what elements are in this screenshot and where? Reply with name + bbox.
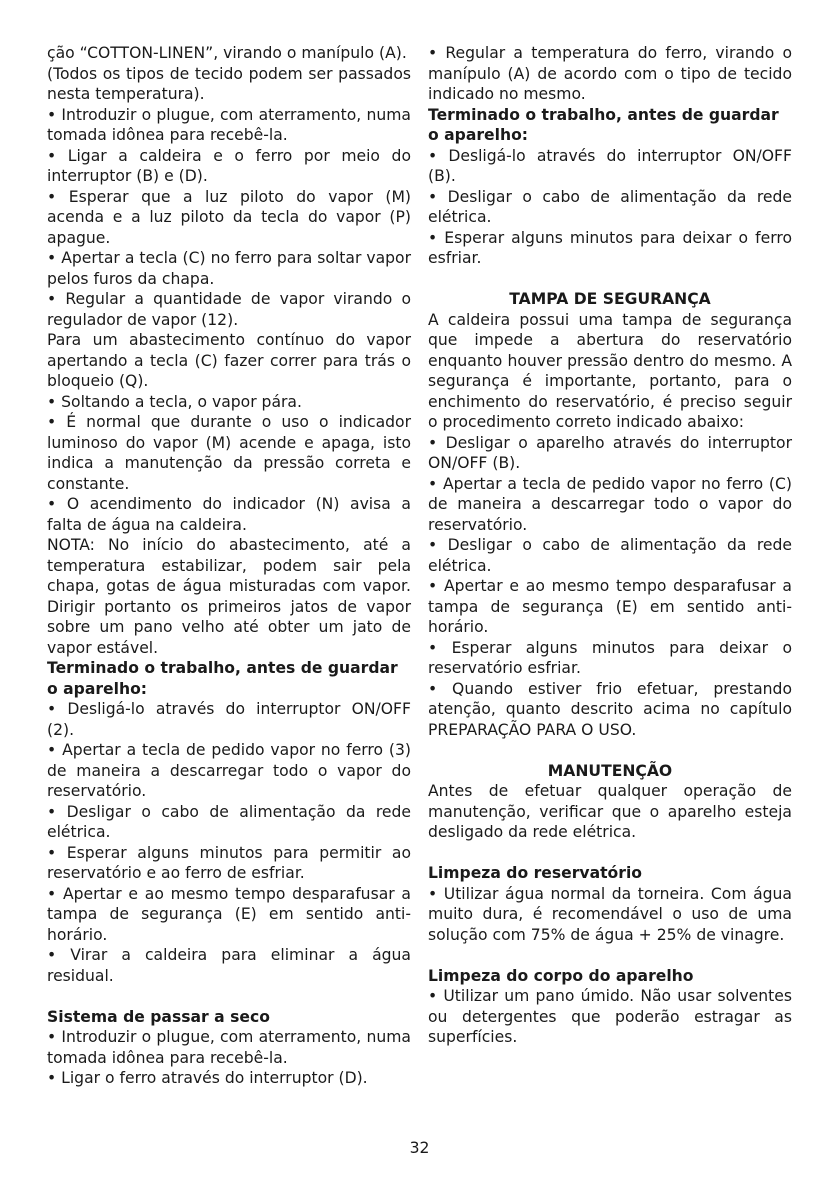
paragraph: (Todos os tipos de tecido podem ser passados nesta temperatura). — [47, 64, 411, 103]
section-heading: Limpeza do corpo do aparelho — [428, 966, 694, 985]
paragraph: • Apertar a tecla (C) no ferro para soltar vapor pelos furos da chapa. — [47, 249, 411, 288]
paragraph: A caldeira possui uma tampa de segurança que impede a abertura do reservatório enquanto houver pressão dentro do mesmo. A segurança é importante, portanto, para o enchimento do reservatório, é preciso seguir o procedimento correto indicado abaixo: — [428, 310, 792, 431]
section-heading: Terminado o trabalho, antes de guardar o aparelho: — [428, 105, 779, 144]
paragraph: • Soltando a tecla, o vapor pára. — [47, 392, 302, 411]
paragraph-spacer — [47, 986, 411, 1007]
paragraph: • Apertar a tecla de pedido vapor no ferro (C) de maneira a descarregar todo o vapor do reservatório. — [428, 474, 792, 534]
paragraph: • Utilizar um pano úmido. Não usar solventes ou detergentes que poderão estragar as superfícies. — [428, 987, 792, 1046]
paragraph: Antes de efetuar qualquer operação de manutenção, verificar que o aparelho esteja desligado da rede elétrica. — [428, 782, 792, 841]
left-column — [47, 43, 411, 1089]
paragraph: • Ligar a caldeira e o ferro por meio do interruptor (B) e (D). — [47, 146, 411, 185]
section-heading: Limpeza do reservatório — [428, 864, 643, 882]
section-title: TAMPA DE SEGURANÇA — [509, 290, 711, 308]
paragraph: • Esperar alguns minutos para deixar o reservatório esfriar. — [428, 638, 792, 677]
paragraph: • Apertar e ao mesmo tempo desparafusar a tampa de segurança (E) em sentido anti-horário. — [47, 884, 411, 944]
paragraph: Para um abastecimento contínuo do vapor apertando a tecla (C) fazer correr para trás o bloqueio (Q). — [47, 331, 411, 390]
paragraph: • Regular a temperatura do ferro, virando o manípulo (A) de acordo com o tipo de tecido indicado no mesmo. — [428, 44, 792, 103]
paragraph: • Regular a quantidade de vapor virando o regulador de vapor (12). — [47, 290, 411, 329]
paragraph: • Esperar alguns minutos para permitir ao reservatório e ao ferro de esfriar. — [47, 843, 411, 882]
paragraph-spacer — [428, 945, 792, 966]
paragraph: • Ligar o ferro através do interruptor (D). — [47, 1069, 368, 1087]
paragraph: ção “COTTON-LINEN”, virando o manípulo (A). — [47, 44, 407, 62]
paragraph: • Utilizar água normal da torneira. Com água muito dura, é recomendável o uso de uma solução com 75% de água + 25% de vinagre. — [428, 884, 792, 944]
paragraph: • Esperar que a luz piloto do vapor (M) acenda e a luz piloto da tecla do vapor (P) apague. — [47, 187, 411, 247]
paragraph: • Desligar o cabo de alimentação da rede elétrica. — [47, 802, 411, 841]
section-heading: Terminado o trabalho, antes de guardar o aparelho: — [47, 659, 398, 698]
right-column — [428, 43, 792, 1048]
paragraph: • Desligar o aparelho através do interruptor ON/OFF (B). — [428, 433, 792, 472]
paragraph-spacer — [428, 269, 792, 290]
paragraph: • Introduzir o plugue, com aterramento, numa tomada idônea para recebê-la. — [47, 105, 411, 144]
paragraph-spacer — [428, 843, 792, 864]
paragraph: • Esperar alguns minutos para deixar o ferro esfriar. — [428, 228, 792, 267]
page-number: 32 — [409, 1139, 430, 1157]
paragraph-spacer — [428, 740, 792, 761]
paragraph: • Introduzir o plugue, com aterramento, numa tomada idônea para recebê-la. — [47, 1028, 411, 1067]
paragraph: • Virar a caldeira para eliminar a água residual. — [47, 946, 411, 985]
paragraph: • É normal que durante o uso o indicador luminoso do vapor (M) acende e apaga, isto indica a manutenção da pressão correta e constante. — [47, 413, 411, 493]
paragraph: • Desligá-lo através do interruptor ON/OFF (B). — [428, 146, 792, 185]
section-title: MANUTENÇÃO — [547, 761, 673, 780]
paragraph: • Desligar o cabo de alimentação da rede elétrica. — [428, 536, 792, 575]
paragraph: • Quando estiver frio efetuar, prestando atenção, quanto descrito acima no capítulo PREPARAÇÃO PARA O USO. — [428, 679, 792, 739]
section-heading: Sistema de passar a seco — [47, 1007, 270, 1026]
paragraph: NOTA: No início do abastecimento, até a temperatura estabilizar, podem sair pela chapa, gotas de água misturadas com vapor. Dirigir portanto os primeiros jatos de vapor sobre um pano velho até obter um jato de vapor estável. — [47, 536, 411, 657]
paragraph: • O acendimento do indicador (N) avisa a falta de água na caldeira. — [47, 495, 411, 534]
paragraph: • Apertar e ao mesmo tempo desparafusar a tampa de segurança (E) em sentido anti-horário. — [428, 577, 792, 636]
paragraph: • Apertar a tecla de pedido vapor no ferro (3) de maneira a descarregar todo o vapor do reservatório. — [47, 741, 411, 800]
paragraph: • Desligá-lo através do interruptor ON/OFF (2). — [47, 700, 411, 739]
paragraph: • Desligar o cabo de alimentação da rede elétrica. — [428, 187, 792, 226]
